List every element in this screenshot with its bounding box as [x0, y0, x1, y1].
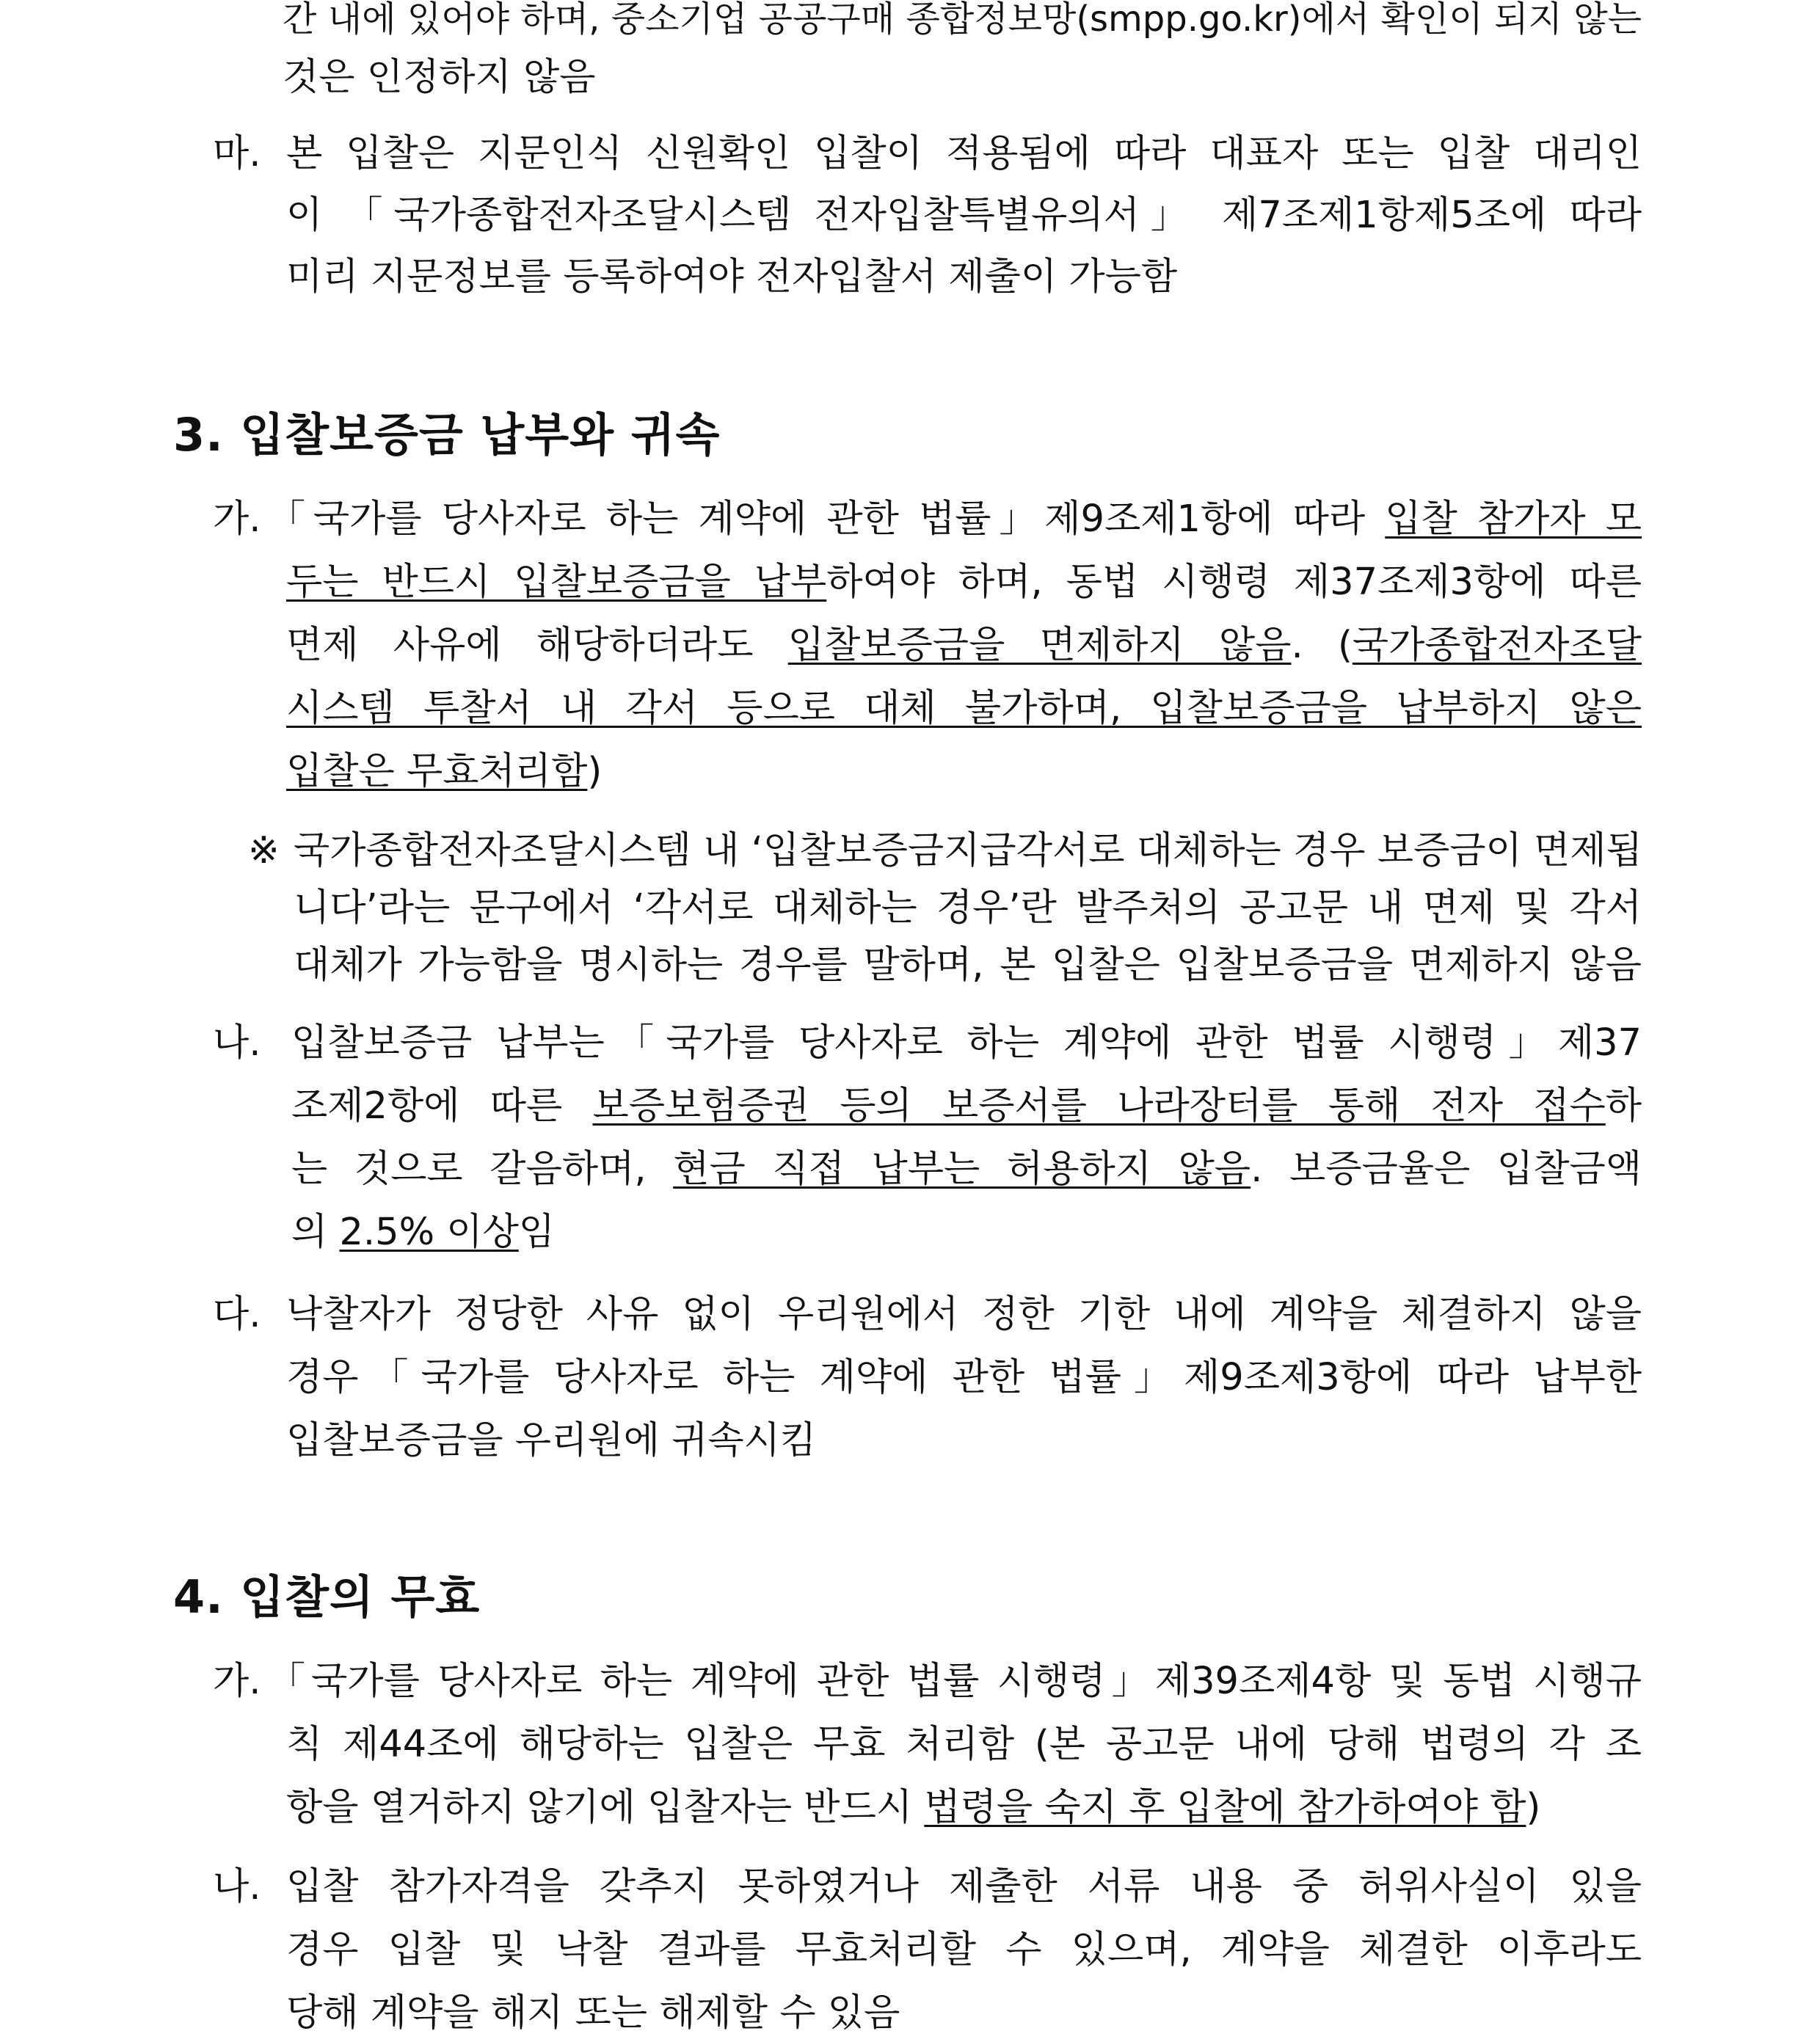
s3-na-l2-text-2: 하 [1605, 1084, 1642, 1128]
s4-na-line-2: 경우 입찰 및 낙찰 결과를 무효처리할 수 있으며, 계약을 체결한 이후라도 [286, 1928, 1642, 1972]
s3-da-line-3: 입찰보증금을 우리원에 귀속시킴 [286, 1419, 817, 1462]
s3-ga-l3-text: 면제 사유에 해당하더라도 [286, 624, 788, 667]
intro-line-1: 간 내에 있어야 하며, 중소기업 공공구매 종합정보망(smpp.go.kr)에서 확인이 되지 않는 [283, 0, 1642, 40]
s3-na-l2-text: 조제2항에 따른 [291, 1084, 593, 1128]
s3-na-l2-underline: 보증보험증권 등의 보증서를 나라장터를 통해 전자 접수 [592, 1084, 1606, 1128]
s4-na-line-3: 당해 계약을 해지 또는 해제할 수 있음 [286, 1991, 900, 2035]
s3-na-l4-text: 의 [291, 1211, 340, 1254]
s3-ga-line-1 [268, 497, 1642, 542]
s3-ga-line-2 [286, 561, 1642, 605]
s4-na-marker: 나. [213, 1865, 261, 1908]
s4-ga-line-2: 칙 제44조에 해당하는 입찰은 무효 처리함 (본 공고문 내에 당해 법령의 각 조 [286, 1723, 1642, 1766]
s3-na-line-2 [291, 1084, 1642, 1128]
s3-note-line-2: 니다’라는 문구에서 ‘각서로 대체하는 경우’란 발주처의 공고문 내 면제 및 각서 [294, 886, 1642, 930]
s3-na-l4-underline: 2.5% 이상 [339, 1211, 519, 1254]
s3-ga-l5-text: ) [587, 750, 603, 793]
s4-ga-l3-text-2: ) [1526, 1786, 1541, 1829]
s3-ga-l2-text: 하여야 하며, 동법 시행령 제37조제3항에 따른 [826, 561, 1642, 604]
s3-na-l3-underline: 현금 직접 납부는 허용하지 않음 [673, 1148, 1251, 1191]
s3-na-l3-text-2: . 보증금율은 입찰금액 [1251, 1148, 1642, 1191]
s3-note-line-3: 대체가 가능함을 명시하는 경우를 말하며, 본 입찰은 입찰보증금을 면제하지 않음 [294, 944, 1642, 987]
s3-ga-l3-underline: 입찰보증금을 면제하지 않음 [787, 624, 1292, 667]
s3-da-line-2: 경우「국가를 당사자로 하는 계약에 관한 법률」제9조제3항에 따라 납부한 [286, 1356, 1642, 1399]
item-ma-line-1: 본 입찰은 지문인식 신원확인 입찰이 적용됨에 따라 대표자 또는 입찰 대리인 [286, 132, 1642, 175]
item-ma-marker: 마. [213, 132, 261, 175]
s3-na-marker: 나. [213, 1021, 261, 1065]
s3-na-line-1: 입찰보증금 납부는「국가를 당사자로 하는 계약에 관한 법률 시행령」제37 [291, 1021, 1642, 1065]
s3-note-line-1: 국가종합전자조달시스템 내 ‘입찰보증금지급각서로 대체하는 경우 보증금이 면제됩 [294, 829, 1642, 872]
s4-ga-marker: 가. [213, 1660, 261, 1703]
s3-ga-l3-text-2: . ( [1291, 624, 1353, 667]
s4-ga-l3-underline: 법령을 숙지 후 입찰에 참가하여야 함 [924, 1786, 1526, 1829]
s3-na-line-3 [291, 1148, 1642, 1192]
s3-ga-l4-underline: 시스템 투찰서 내 각서 등으로 대체 불가하며, 입찰보증금을 납부하지 않은 [286, 687, 1642, 730]
s3-ga-line-4 [286, 687, 1642, 731]
item-ma-line-3: 미리 지문정보를 등록하여야 전자입찰서 제출이 가능함 [286, 255, 1178, 299]
s4-ga-l3-text: 항을 열거하지 않기에 입찰자는 반드시 [286, 1786, 925, 1829]
s3-na-l4-text-2: 임 [518, 1211, 556, 1254]
s4-ga-line-3 [286, 1786, 1642, 1830]
s3-ga-l2-underline: 두는 반드시 입찰보증금을 납부 [286, 561, 827, 604]
s3-ga-line-3 [286, 624, 1642, 668]
s3-ga-l1-underline: 입찰 참가자 모 [1385, 497, 1642, 541]
s3-ga-line-5 [286, 750, 1642, 794]
intro-line-2: 것은 인정하지 않음 [283, 56, 596, 99]
s3-note-marker: ※ [248, 829, 280, 872]
s3-ga-l3-underline-2: 국가종합전자조달 [1352, 624, 1642, 667]
s3-ga-marker: 가. [213, 497, 261, 541]
s3-na-line-4 [291, 1211, 1642, 1255]
s4-ga-line-1: 「국가를 당사자로 하는 계약에 관한 법률 시행령」제39조제4항 및 동법 시행규 [268, 1660, 1642, 1703]
item-ma-line-2: 이 「국가종합전자조달시스템 전자입찰특별유의서」 제7조제1항제5조에 따라 [286, 194, 1642, 237]
s4-na-line-1: 입찰 참가자격을 갖추지 못하였거나 제출한 서류 내용 중 허위사실이 있을 [286, 1865, 1642, 1908]
section-4-heading: 4. 입찰의 무효 [173, 1570, 481, 1624]
section-3-heading: 3. 입찰보증금 납부와 귀속 [173, 408, 721, 462]
s3-da-line-1: 낙찰자가 정당한 사유 없이 우리원에서 정한 기한 내에 계약을 체결하지 않을 [286, 1293, 1642, 1336]
s3-ga-l1-text: 「국가를 당사자로 하는 계약에 관한 법률」제9조제1항에 따라 [268, 497, 1386, 541]
s3-ga-l5-underline: 입찰은 무효처리함 [286, 750, 588, 793]
s3-da-marker: 다. [213, 1293, 261, 1336]
s3-na-l3-text: 는 것으로 갈음하며, [291, 1148, 674, 1191]
